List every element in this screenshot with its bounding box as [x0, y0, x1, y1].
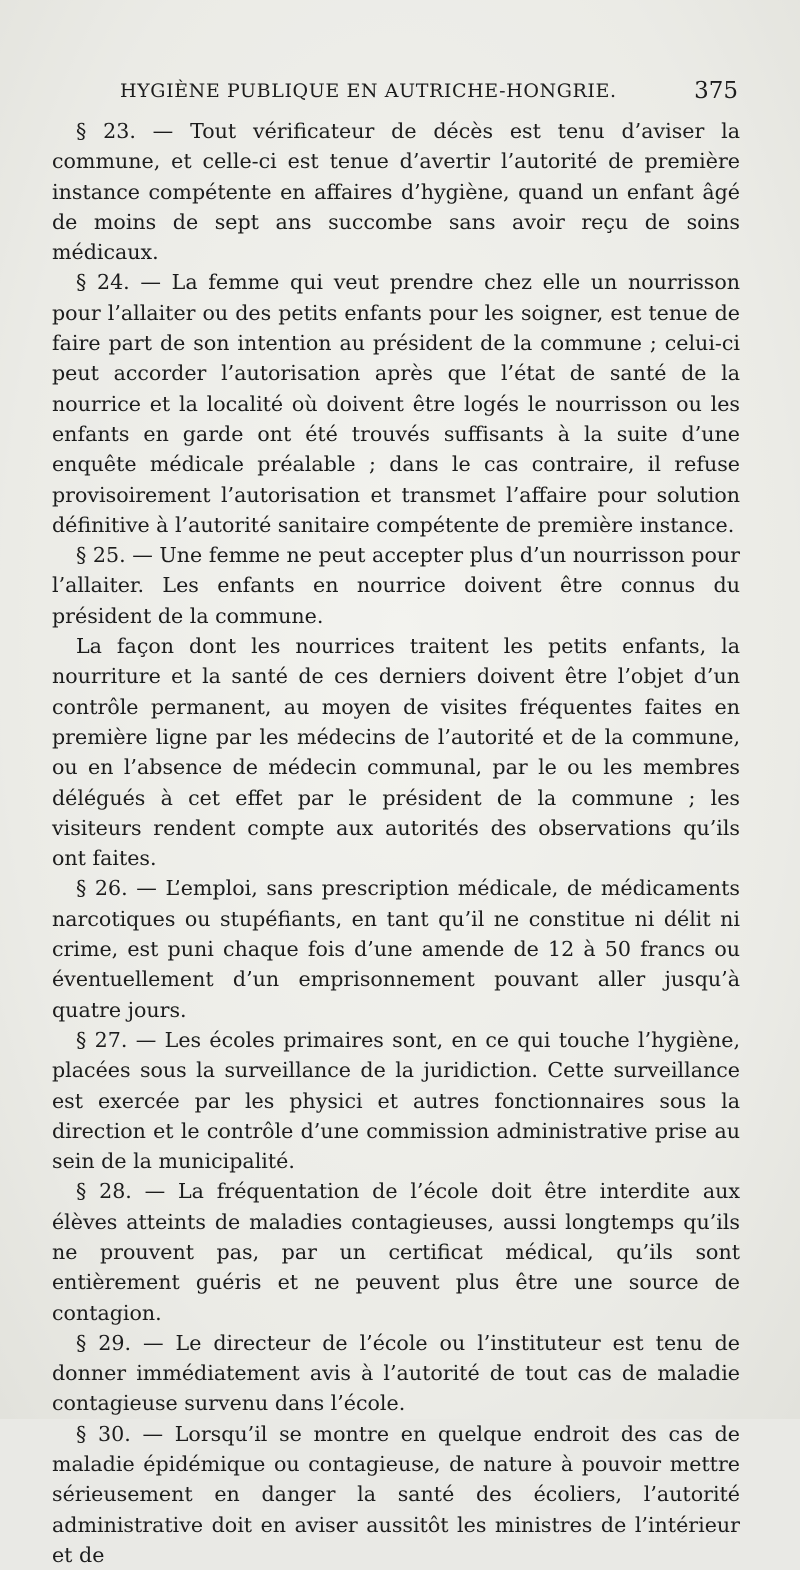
- page-number: 375: [694, 78, 738, 104]
- body-text: [52, 116, 740, 1570]
- paragraph-29: § 29. — Le directeur de l’école ou l’instituteur est tenu de donner immédiatement avis à l’autorité de tout cas de maladie contagieuse survenu dans l’école.: [52, 1330, 740, 1416]
- paragraph-27: § 27. — Les écoles primaires sont, en ce qui touche l’hygiène, placées sous la surveillance de la juridiction. Cette surveillance est exercée par les physici et autres fonctionnaires sous la direction et le contrôle d’une commission administrative prise au sein de la municipalité.: [52, 1027, 740, 1174]
- paragraph-25: § 25. — Une femme ne peut accepter plus d’un nourrisson pour l’allaiter. Les enfants en nourrice doivent être connus du président de la commune.: [52, 543, 740, 628]
- paragraph-23: § 23. — Tout vérificateur de décès est tenu d’aviser la commune, et celle-ci est tenue d’avertir l’autorité de première instance compétente en affaires d’hygiène, quand un enfant âgé de moins de sept ans succombe sans avoir reçu de soins médicaux.: [52, 119, 740, 265]
- paragraph-30: § 30. — Lorsqu’il se montre en quelque endroit des cas de maladie épidémique ou contagieuse, de nature à pouvoir mettre sérieusement en danger la santé des écoliers, l’autorité administrative doit en aviser aussitôt les ministres de l’intérieur et de: [52, 1421, 740, 1567]
- paragraph-25-continued: La façon dont les nourrices traitent les petits enfants, la nourriture et la santé de ces derniers doivent être l’objet d’un contrôle permanent, au moyen de visites fréquentes faites en première ligne par les médecins de l’autorité et de la commune, ou en l’absence de médecin communal, par le ou les membres délégués à cet effet par le président de la commune ; les visiteurs rendent compte aux autorités des observations qu’ils ont faites.: [52, 634, 740, 871]
- page-header: [120, 80, 738, 110]
- running-title: HYGIÈNE PUBLIQUE EN AUTRICHE-HONGRIE.: [120, 80, 617, 102]
- paragraph-26: § 26. — L’emploi, sans prescription médicale, de médicaments narcotiques ou stupéfiants, en tant qu’il ne constitue ni délit ni crime, est puni chaque fois d’une amende de 12 à 50 francs ou éventuellement d’un emprisonnement pouvant aller jusqu’à quatre jours.: [52, 876, 740, 1022]
- paragraph-24: § 24. — La femme qui veut prendre chez elle un nourrisson pour l’allaiter ou des petits enfants pour les soigner, est tenue de faire part de son intention au président de la commune ; celui-ci peut accorder l’autorisation après que l’état de santé de la nourrice et la localité où doivent être logés le nourrisson ou les enfants en garde ont été trouvés suffisants à la suite d’une enquête médicale préalable ; dans le cas contraire, il refuse provisoirement l’autorisation et transmet l’affaire pour solution définitive à l’autorité sanitaire compétente de première instance.: [52, 270, 740, 537]
- paragraph-28: § 28. — La fréquentation de l’école doit être interdite aux élèves atteints de maladies contagieuses, aussi longtemps qu’ils ne prouvent pas, par un certificat médical, qu’ils sont entièrement guéris et ne peuvent plus être une source de contagion.: [52, 1179, 740, 1325]
